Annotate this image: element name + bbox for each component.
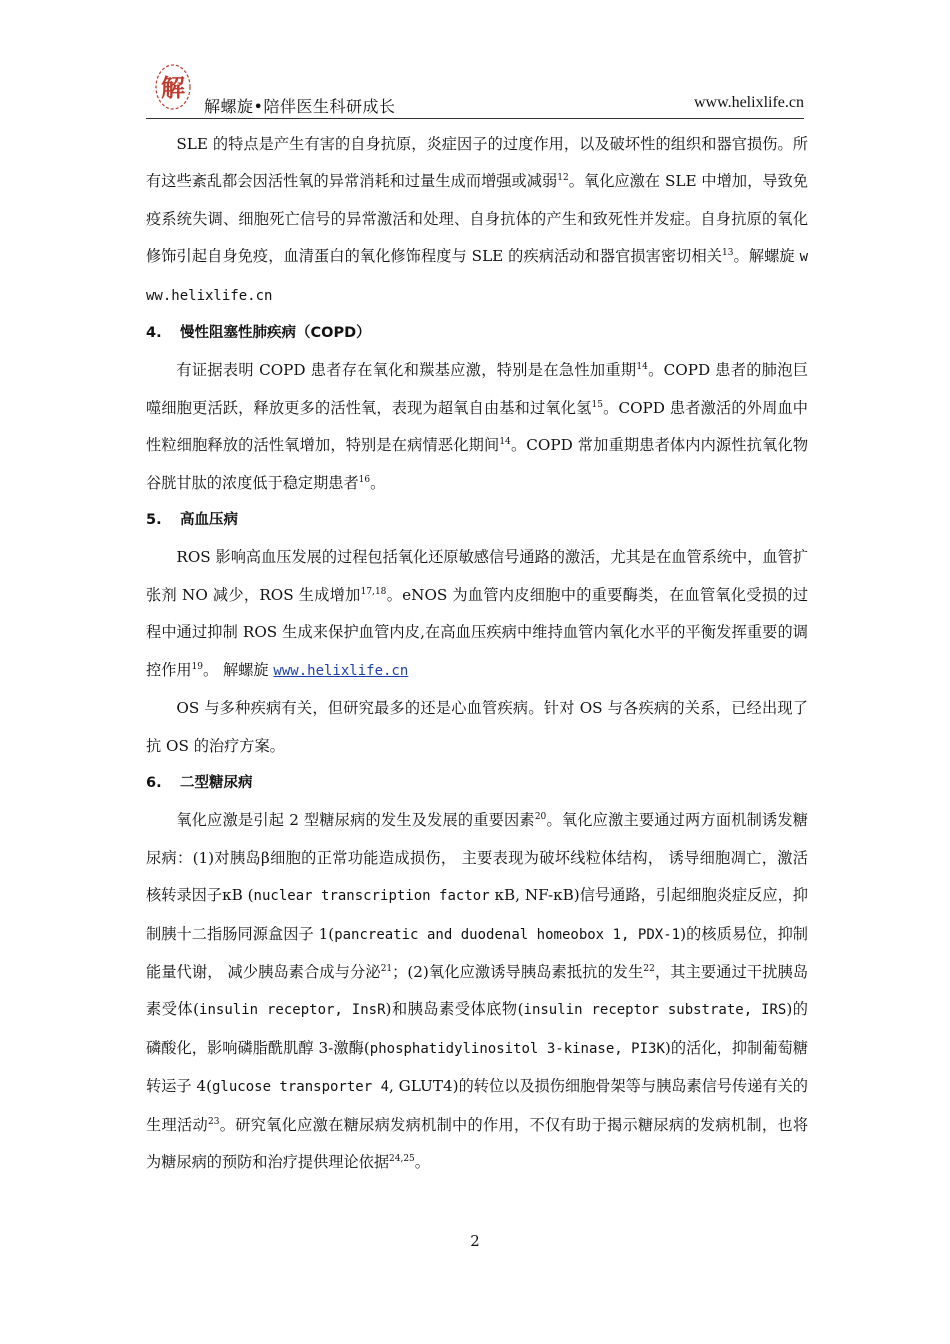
logo-seal-icon bbox=[152, 62, 194, 112]
document-body bbox=[146, 126, 808, 1181]
header-brand: 解螺旋•陪伴医生科研成长 bbox=[204, 97, 396, 116]
citation: 21 bbox=[380, 963, 393, 974]
citation: 15 bbox=[591, 399, 603, 410]
citation: 16 bbox=[358, 474, 371, 485]
citation: 14 bbox=[636, 362, 648, 373]
page-number: 2 bbox=[470, 1232, 480, 1250]
logo-glyph: 解 bbox=[161, 73, 185, 102]
section-heading-hypertension: 5. 高血压病 bbox=[146, 512, 238, 529]
citation: 17,18 bbox=[360, 586, 387, 597]
paragraph-diabetes: 氧化应激是引起 2 型糖尿病的发生及发展的重要因素$^{20}$。氧化应激主要通过两方面机制诱发糖尿病：(1)对胰岛β细胞的正常功能造成损伤， 主要表现为破坏线粒体结构， 诱导细胞凋亡，激活核转录因子κB (nuclear transcription factor κB, NF-κB)信号通路，引起细胞炎症反应，抑制胰十二指肠同源盒因子 1(pancreatic and duodenal homeobox 1, PDX-1)的核质易位，抑制能量代谢， 减少胰岛素合成与分泌$^{21}$；(2)氧化应激诱导胰岛素抵抗的发生$^{22}$，其主要通过干扰胰岛素受体(insulin receptor, InsR)和胰岛素受体底物(insulin receptor substrate, IRS)的磷酸化，影响磷脂酰肌醇 3-激酶(phosphatidylinositol 3-kinase, PI3K)的活化，抑制葡萄糖转运子 4(glucose transporter 4, GLUT4)的转位以及损伤细胞骨架等与胰岛素信号传递有关的生理活动$^{23}$。研究氧化应激在糖尿病发病机制中的作用，不仅有助于揭示糖尿病的发病机制，也将为糖尿病的预防和治疗提供理论依据$^{24,25}$。 bbox=[146, 811, 809, 1171]
paragraph-sle: SLE 的特点是产生有害的自身抗原，炎症因子的过度作用，以及破坏性的组织和器官损伤。所有这些紊乱都会因活性氧的异常消耗和过量生成而增强或减弱$^{12}$。氧化应激在 SLE 中增加，导致免疫系统失调、细胞死亡信号的异常激活和处理、自身抗体的产生和致死性并发症。自身抗原的氧化修饰引起自身免疫，血清蛋白的氧化修饰程度与 SLE 的疾病活动和器官损害密切相关$^{13}$。解螺旋 www.helixlife.cn bbox=[146, 135, 809, 304]
citation: 20 bbox=[534, 812, 547, 823]
helixlife-logo bbox=[152, 62, 194, 112]
citation: 19 bbox=[191, 661, 204, 672]
citation: 23 bbox=[207, 1116, 220, 1127]
header-divider bbox=[146, 118, 804, 119]
citation: 13 bbox=[722, 248, 734, 259]
paragraph-hypertension: ROS 影响高血压发展的过程包括氧化还原敏感信号通路的激活，尤其是在血管系统中，血管扩张剂 NO 减少，ROS 生成增加$^{17,18}$。eNOS 为血管内皮细胞中的重要酶类，在血管氧化受损的过程中通过抑制 ROS 生成来保护血管内皮,在高血压疾病中维持血管内氧化水平的平衡发挥重要的调控作用$^{19}$。 解螺旋 www.helixlife.cn bbox=[146, 548, 809, 679]
citation: 22 bbox=[643, 963, 655, 974]
paragraph-os: OS 与多种疾病有关，但研究最多的还是心血管疾病。针对 OS 与各疾病的关系，已经出现了抗 OS 的治疗方案。 bbox=[146, 699, 808, 755]
citation: 14 bbox=[499, 437, 511, 448]
citation: 12 bbox=[557, 173, 569, 184]
paragraph-copd: 有证据表明 COPD 患者存在氧化和羰基应激，特别是在急性加重期$^{14}$。COPD 患者的肺泡巨噬细胞更活跃，释放更多的活性氧，表现为超氧自由基和过氧化氢$^{15}$。COPD 患者激活的外周血中性粒细胞释放的活性氧增加，特别是在病情恶化期间$^{14}$。COPD 常加重期患者体内内源性抗氧化物谷胱甘肽的浓度低于稳定期患者$^{16}$。 bbox=[146, 361, 809, 492]
section-heading-copd: 4. 慢性阻塞性肺疾病（COPD） bbox=[146, 325, 371, 342]
header-url: www.helixlife.cn bbox=[693, 94, 804, 111]
inline-url: www.helixlife.cn bbox=[146, 249, 809, 304]
citation: 24,25 bbox=[389, 1153, 415, 1164]
helixlife-link[interactable]: www.helixlife.cn bbox=[273, 662, 409, 679]
section-heading-diabetes: 6. 二型糖尿病 bbox=[146, 774, 253, 791]
